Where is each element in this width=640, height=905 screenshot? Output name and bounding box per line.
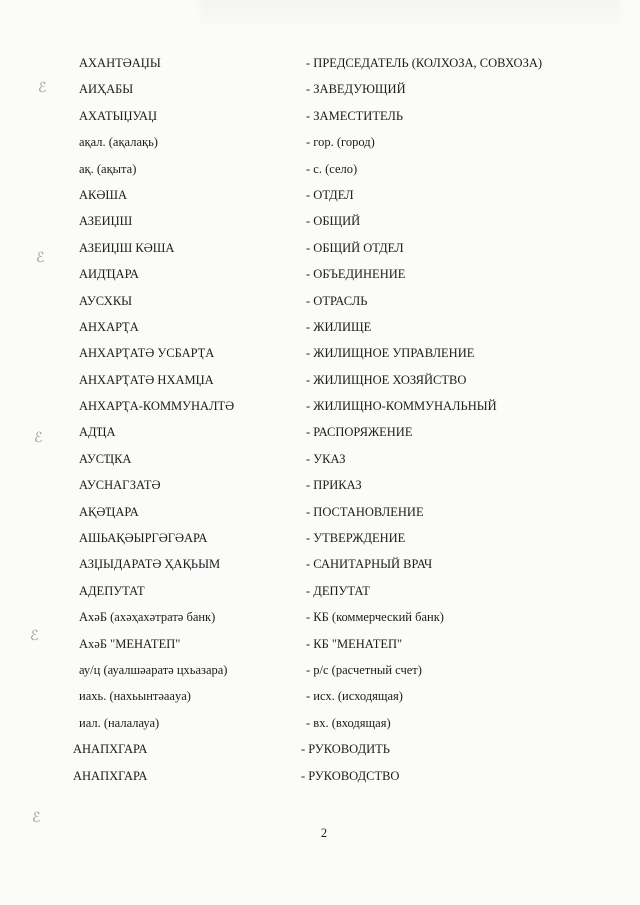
glossary-term: АИДҴАРА [79, 267, 139, 282]
glossary-row [0, 715, 640, 741]
glossary-term: АКӘША [79, 187, 128, 202]
glossary-term: АУСНАГЗАТӘ [79, 478, 161, 493]
glossary-row [0, 293, 640, 319]
glossary-term: АДҴА [79, 425, 116, 440]
glossary-definition: - гор. (город) [306, 135, 375, 150]
glossary-definition: - РУКОВОДИТЬ [301, 742, 390, 757]
glossary-definition: - ОТДЕЛ [306, 187, 354, 202]
margin-mark: ℰ [34, 431, 43, 446]
glossary-term: АҚӘҴАРА [79, 504, 139, 519]
glossary-definition: - ОБЪЕДИНЕНИЕ [306, 267, 406, 282]
glossary-definition: - ЖИЛИЩНОЕ ХОЗЯЙСТВО [306, 372, 467, 387]
glossary-term: АНХАРҬАТӘ УСБАРҬА [79, 346, 215, 361]
glossary-definition: - КБ (коммерческий банк) [306, 610, 444, 625]
faded-header-watermark [200, 0, 620, 30]
glossary-term: АНАПХГАРА [73, 768, 148, 783]
glossary-term: АНХАРҬА [79, 319, 139, 334]
glossary-term: АУСХКЫ [79, 293, 133, 308]
glossary-definition: - вх. (входящая) [306, 715, 391, 730]
glossary-term: ау/ц (ауалшәаратә цхьазара) [79, 662, 228, 677]
glossary-row [0, 609, 640, 635]
glossary-term: АхәБ "МЕНАТЕП" [79, 636, 181, 651]
glossary-term: АНХАРҬАТӘ НХАМЏА [79, 372, 214, 387]
glossary-definition: - УТВЕРЖДЕНИЕ [306, 531, 406, 546]
glossary-row [0, 372, 640, 398]
margin-mark: ℰ [32, 811, 41, 826]
glossary-row [0, 768, 640, 794]
glossary-term: ақал. (ақалақь) [79, 135, 158, 150]
glossary-term: иал. (налалауа) [79, 715, 160, 730]
glossary-term: АУСҴКА [79, 451, 132, 466]
glossary-definition: - УКАЗ [306, 451, 346, 466]
glossary-row [0, 161, 640, 187]
glossary-definition: - САНИТАРНЫЙ ВРАЧ [306, 557, 433, 572]
glossary-row [0, 688, 640, 714]
glossary-definition: - ДЕПУТАТ [306, 583, 370, 598]
margin-mark: ℰ [36, 251, 45, 266]
glossary-term: АЗЕИЏШ [79, 214, 133, 229]
glossary-definition: - ЖИЛИЩНО-КОММУНАЛЬНЫЙ [306, 399, 497, 414]
glossary-definition: - ПРЕДСЕДАТЕЛЬ (КОЛХОЗА, СОВХОЗА) [306, 56, 543, 70]
glossary-definition: - р/с (расчетный счет) [306, 662, 422, 677]
glossary-definition: - КБ "МЕНАТЕП" [306, 636, 403, 651]
glossary-definition: - с. (село) [306, 161, 358, 176]
glossary-row [0, 55, 640, 81]
glossary-definition: - ЖИЛИЩЕ [306, 319, 372, 334]
glossary-row [0, 319, 640, 345]
glossary-term: АЗЏЫДАРАТӘ ҲАҚЬЫМ [79, 557, 221, 572]
glossary-row [0, 424, 640, 450]
glossary-definition: - ЗАВЕДУЮЩИЙ [306, 82, 406, 97]
glossary-definition: - ОБЩИЙ ОТДЕЛ [306, 240, 404, 255]
glossary-term: АНАПХГАРА [73, 742, 148, 757]
glossary-row [0, 345, 640, 371]
glossary-row [0, 636, 640, 662]
glossary-definition: - ЗАМЕСТИТЕЛЬ [306, 108, 404, 123]
glossary-row [0, 741, 640, 767]
glossary-row [0, 266, 640, 292]
glossary-term: АХАТЫЏУАЏ [79, 108, 158, 123]
glossary-term: АхәБ (ахәҳахәтратә банк) [79, 610, 216, 625]
glossary-row [0, 134, 640, 160]
glossary-row [0, 477, 640, 503]
glossary-row [0, 187, 640, 213]
glossary-row [0, 556, 640, 582]
glossary-row [0, 583, 640, 609]
margin-mark: ℰ [38, 81, 47, 96]
glossary-term: АЗЕИЏШ КӘША [79, 240, 175, 255]
glossary-row [0, 240, 640, 266]
margin-mark: ℰ [30, 629, 39, 644]
glossary-term: АНХАРҬА-КОММУНАЛТӘ [79, 399, 235, 414]
glossary-row [0, 504, 640, 530]
glossary-row [0, 662, 640, 688]
glossary-row [0, 530, 640, 556]
glossary-definition: - ОТРАСЛЬ [306, 293, 368, 308]
glossary-row [0, 451, 640, 477]
page-number: 2 [320, 826, 328, 840]
glossary-row [0, 81, 640, 107]
glossary-definition: - ЖИЛИЩНОЕ УПРАВЛЕНИЕ [306, 346, 475, 361]
glossary-list [0, 55, 640, 794]
glossary-definition: - ОБЩИЙ [306, 214, 361, 229]
glossary-definition: - исх. (исходящая) [306, 689, 403, 704]
glossary-term: АИҲАБЫ [79, 82, 134, 97]
glossary-row [0, 213, 640, 239]
glossary-term: иахь. (нахьынтәааyа) [79, 689, 191, 704]
glossary-definition: - ПРИКАЗ [306, 478, 362, 493]
glossary-definition: - РУКОВОДСТВО [301, 768, 400, 783]
glossary-definition: - ПОСТАНОВЛЕНИЕ [306, 504, 424, 519]
glossary-definition: - РАСПОРЯЖЕНИЕ [306, 425, 413, 440]
glossary-row [0, 108, 640, 134]
glossary-row [0, 398, 640, 424]
glossary-term: АДЕПУТАТ [79, 583, 145, 598]
glossary-term: АШЬАҚӘЫРГӘГӘАРА [79, 531, 208, 546]
glossary-term: ақ. (ақыта) [79, 161, 137, 176]
glossary-term: АХАНТӘАЏЫ [79, 56, 161, 70]
